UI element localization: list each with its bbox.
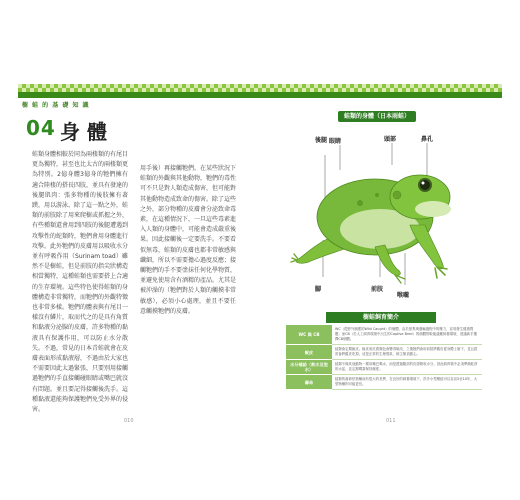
label-hindlimb: 腳 — [315, 286, 322, 293]
label-back: 後腿 — [315, 137, 328, 144]
diagram-title: 蛙類的身體（日本雨蛙） — [338, 111, 416, 122]
label-throat: 喉嚨 — [397, 292, 410, 299]
row-text: 蛙類的壽命依物種而有很大的差異，在良好的飼養環境下，許多小型樹蛙可以存活5至10年，大型物種則可能更長。 — [332, 375, 482, 390]
table-title: 樹蛙飼育簡介 — [326, 312, 436, 323]
table-row — [286, 345, 482, 360]
chapter-title: 身 體 — [60, 120, 107, 144]
row-label: 壽命 — [286, 375, 332, 390]
row-label: WC 與 CB — [286, 325, 332, 345]
row-text: WC（從野外捕獲的Wild Caught）的個體，由於採集與運輸過程中的壓力，容易發生健康問題；而CB（於人工飼育環境中出生的Captive Bred）的個體則較能適應飼養環境，建議新手選擇CB個體。 — [332, 325, 482, 345]
page-number-right: 011 — [386, 418, 396, 424]
chapter-number: 04 — [26, 116, 56, 140]
info-table — [286, 325, 482, 390]
table-row — [286, 325, 482, 345]
row-text: 蛙類會定期蛻皮。蛻皮前皮膚顏色會變得暗淡，之後牠們會用前肢將舊皮從身體上剝下，並且經常會將舊皮吃掉。這是正常的生理現象，飼主無須擔心。 — [332, 345, 482, 360]
row-label: 蛻皮 — [286, 345, 332, 360]
row-label: 水分補給（飲水及泡水） — [286, 360, 332, 375]
header-bar — [18, 92, 502, 98]
label-nostril: 鼻孔 — [421, 136, 434, 143]
section-tag: 樹 蛙 的 基 礎 知 識 — [22, 102, 90, 109]
header-checker-strip — [18, 84, 502, 92]
table-row — [286, 360, 482, 375]
body-text-column-1: 蛙類身體相較於同為兩棲類的有尾目更為獨特，甚至也比太古的兩棲類更為特別。2億身體3億身的牠們擁有適合陸棲的搭長四肢，並具有發達的後腿肌肉：張多物種的後肢擁有著蹼，用以游泳。除了這一點之外，蛙類的前肢除了用來爬樹或抓握之外，有些種類還會用到四肢的後腿遭遇到攻擊性的蛇類時，牠們會用身體進行攻擊。此外牠們的皮膚用以吸收水分並有呼吸作用（Surinam toad）雖然不是樹蛙，但是前肢的指尖狀構造相當獨特，這種蛙類也需要搭上合適的生存環境。這些特色使得蛙類的身體構造非常獨特，而牠們的外觀特徵也非常多樣。牠們的體表與有尾目一樣沒有鱗片，取而代之的是具有角質和黏液分泌腺的皮膚，許多物種的黏液具有保護作用，可以防止水分散失。不過，常見的日本青蛙就會在皮膚表面形成黏液層，不過由於大家也不需要因此太過緊張，只要別用接觸過牠們的手直接觸碰眼睛或嘴巴就沒有問題。並且要記得接觸後洗手。這種黏液還能夠保護牠們免受外界的侵害。 — [32, 151, 129, 414]
label-eye: 眼睛 — [329, 138, 342, 145]
frog-illustration — [285, 125, 485, 310]
label-forelimb: 前肢 — [371, 286, 384, 293]
row-text: 蛙類不像其他動物一樣用嘴巴喝水，而是透過腹部的皮膚吸收水分。因此飼育箱中必須準備乾淨的水盆，並定期噴霧保持濕度。 — [332, 360, 482, 375]
table-row — [286, 375, 482, 390]
label-tympanum: 頭部 — [384, 136, 397, 143]
page-number-left: 010 — [124, 418, 134, 424]
body-text-column-2: 用手後）再接觸牠們。在某些狀況下蛙類的外觀與其他動物，牠們的毒性可不只是對人類造成傷害，但可能對其他動物造成致命的傷害。除了這些之外，部分物種的皮膚會分泌致命毒素，在這種情況下，一旦這些毒素進入人類的身體中，可能會造成嚴重後果。因此接觸後一定要洗手。不要看似無毒，蛙類的皮膚也都非常敏感與纖細，所以不需要擔心過度反應；接觸牠們的手不要塗抹任何化學物質，並避免使用含有酒精的產品。尤其是被沖澡的（牠們對於人類的觸摸非常敏感），必須小心處理，並且不要任意觸摸牠們的皮膚。 — [140, 165, 237, 315]
